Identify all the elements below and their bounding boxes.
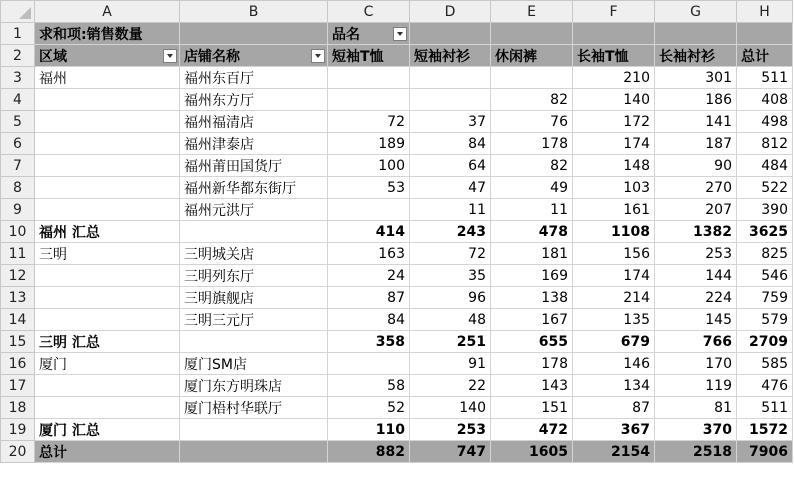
value-cell[interactable]: 1572 — [737, 419, 793, 441]
value-cell[interactable]: 2518 — [655, 441, 737, 463]
value-cell[interactable]: 103 — [573, 177, 655, 199]
subtotal-row — [1, 221, 793, 243]
region-cell[interactable] — [35, 177, 180, 199]
value-cell[interactable]: 143 — [491, 375, 573, 397]
store-cell[interactable] — [180, 221, 328, 243]
row-header[interactable]: 3 — [1, 67, 35, 89]
region-filter-dropdown-icon[interactable] — [163, 49, 177, 63]
value-cell[interactable]: 91 — [410, 353, 491, 375]
subtotal-row — [1, 419, 793, 441]
value-cell[interactable]: 52 — [328, 397, 410, 419]
store-cell[interactable]: 厦门东方明珠店 — [180, 375, 328, 397]
column-header-g[interactable]: G — [655, 1, 737, 23]
row-field-store-cell[interactable] — [180, 45, 328, 67]
select-all-corner[interactable] — [1, 1, 35, 23]
value-cell[interactable]: 144 — [655, 265, 737, 287]
row-header[interactable]: 6 — [1, 133, 35, 155]
value-cell[interactable]: 174 — [573, 265, 655, 287]
value-cell[interactable]: 22 — [410, 375, 491, 397]
row-header[interactable]: 19 — [1, 419, 35, 441]
value-cell[interactable]: 178 — [491, 353, 573, 375]
region-cell[interactable] — [35, 89, 180, 111]
product-header-cell[interactable]: 长袖衬衫 — [655, 45, 737, 67]
column-header-a[interactable]: A — [35, 1, 180, 23]
row-header[interactable]: 7 — [1, 155, 35, 177]
value-cell[interactable]: 84 — [410, 133, 491, 155]
value-cell[interactable]: 134 — [573, 375, 655, 397]
region-cell[interactable] — [35, 309, 180, 331]
region-cell[interactable] — [35, 375, 180, 397]
empty-cell[interactable] — [491, 23, 573, 45]
value-cell[interactable]: 546 — [737, 265, 793, 287]
value-cell[interactable]: 53 — [328, 177, 410, 199]
store-cell[interactable]: 福州元洪厅 — [180, 199, 328, 221]
table-row — [1, 177, 793, 199]
value-cell[interactable]: 151 — [491, 397, 573, 419]
value-cell[interactable]: 812 — [737, 133, 793, 155]
value-cell[interactable]: 58 — [328, 375, 410, 397]
region-cell[interactable]: 三明 汇总 — [35, 331, 180, 353]
value-cell[interactable]: 210 — [573, 67, 655, 89]
store-cell[interactable]: 三明旗舰店 — [180, 287, 328, 309]
value-cell[interactable]: 747 — [410, 441, 491, 463]
value-cell[interactable]: 478 — [491, 221, 573, 243]
store-cell[interactable]: 福州福清店 — [180, 111, 328, 133]
grand-total-header-cell[interactable]: 总计 — [737, 45, 793, 67]
row-header[interactable]: 14 — [1, 309, 35, 331]
table-row — [1, 397, 793, 419]
row-header[interactable]: 8 — [1, 177, 35, 199]
value-cell[interactable]: 172 — [573, 111, 655, 133]
value-cell[interactable]: 72 — [328, 111, 410, 133]
region-cell[interactable] — [35, 397, 180, 419]
value-cell[interactable]: 2709 — [737, 331, 793, 353]
region-cell[interactable]: 总计 — [35, 441, 180, 463]
value-cell[interactable]: 11 — [491, 199, 573, 221]
row-header[interactable]: 15 — [1, 331, 35, 353]
value-cell[interactable]: 207 — [655, 199, 737, 221]
store-cell[interactable]: 福州津泰店 — [180, 133, 328, 155]
value-cell[interactable]: 140 — [573, 89, 655, 111]
value-cell[interactable]: 679 — [573, 331, 655, 353]
value-cell[interactable]: 140 — [410, 397, 491, 419]
empty-cell[interactable] — [655, 23, 737, 45]
value-cell[interactable]: 476 — [737, 375, 793, 397]
row-field-region-cell[interactable] — [35, 45, 180, 67]
row-header[interactable]: 10 — [1, 221, 35, 243]
row-header[interactable]: 9 — [1, 199, 35, 221]
store-cell[interactable]: 三明城关店 — [180, 243, 328, 265]
store-cell[interactable]: 福州东百厅 — [180, 67, 328, 89]
table-row — [1, 375, 793, 397]
value-cell[interactable]: 82 — [491, 89, 573, 111]
column-header-f[interactable]: F — [573, 1, 655, 23]
value-cell[interactable]: 37 — [410, 111, 491, 133]
region-cell[interactable]: 厦门 汇总 — [35, 419, 180, 441]
row-header[interactable]: 4 — [1, 89, 35, 111]
value-cell[interactable] — [328, 199, 410, 221]
value-cell[interactable]: 579 — [737, 309, 793, 331]
store-cell[interactable]: 福州东方厅 — [180, 89, 328, 111]
pivot-title-cell[interactable]: 求和项:销售数量 — [35, 23, 180, 45]
value-cell[interactable]: 156 — [573, 243, 655, 265]
product-header-cell[interactable]: 短袖T恤 — [328, 45, 410, 67]
value-cell[interactable]: 141 — [655, 111, 737, 133]
row-header[interactable]: 12 — [1, 265, 35, 287]
value-cell[interactable]: 167 — [491, 309, 573, 331]
store-cell[interactable] — [180, 331, 328, 353]
value-cell[interactable]: 414 — [328, 221, 410, 243]
value-cell[interactable]: 84 — [328, 309, 410, 331]
row-header[interactable]: 13 — [1, 287, 35, 309]
value-cell[interactable]: 174 — [573, 133, 655, 155]
value-cell[interactable]: 81 — [655, 397, 737, 419]
column-field-cell[interactable] — [328, 23, 410, 45]
value-cell[interactable]: 148 — [573, 155, 655, 177]
store-cell[interactable]: 三明三元厅 — [180, 309, 328, 331]
table-row — [1, 155, 793, 177]
value-cell[interactable]: 251 — [410, 331, 491, 353]
value-cell[interactable]: 358 — [328, 331, 410, 353]
value-cell[interactable] — [328, 67, 410, 89]
region-cell[interactable] — [35, 265, 180, 287]
table-row — [1, 89, 793, 111]
empty-cell[interactable] — [410, 23, 491, 45]
product-header-cell[interactable]: 休闲裤 — [491, 45, 573, 67]
value-cell[interactable]: 253 — [410, 419, 491, 441]
value-cell[interactable]: 214 — [573, 287, 655, 309]
value-cell[interactable]: 484 — [737, 155, 793, 177]
value-cell[interactable]: 390 — [737, 199, 793, 221]
column-header-d[interactable]: D — [410, 1, 491, 23]
row-header[interactable]: 1 — [1, 23, 35, 45]
row-header[interactable]: 5 — [1, 111, 35, 133]
value-cell[interactable]: 825 — [737, 243, 793, 265]
store-cell[interactable]: 福州新华都东街厅 — [180, 177, 328, 199]
value-cell[interactable]: 1382 — [655, 221, 737, 243]
value-cell[interactable]: 1108 — [573, 221, 655, 243]
table-row — [1, 353, 793, 375]
table-row — [1, 67, 793, 89]
table-row — [1, 133, 793, 155]
value-cell[interactable]: 301 — [655, 67, 737, 89]
table-row — [1, 309, 793, 331]
value-cell[interactable]: 187 — [655, 133, 737, 155]
region-cell[interactable] — [35, 111, 180, 133]
region-cell[interactable]: 福州 汇总 — [35, 221, 180, 243]
value-cell[interactable]: 49 — [491, 177, 573, 199]
column-header-b[interactable]: B — [180, 1, 328, 23]
row-header[interactable]: 17 — [1, 375, 35, 397]
value-cell[interactable] — [410, 67, 491, 89]
value-cell[interactable]: 76 — [491, 111, 573, 133]
value-cell[interactable]: 170 — [655, 353, 737, 375]
value-cell[interactable]: 11 — [410, 199, 491, 221]
value-cell[interactable]: 186 — [655, 89, 737, 111]
row-header[interactable]: 18 — [1, 397, 35, 419]
row-header[interactable]: 2 — [1, 45, 35, 67]
value-cell[interactable]: 64 — [410, 155, 491, 177]
value-cell[interactable]: 253 — [655, 243, 737, 265]
value-cell[interactable]: 243 — [410, 221, 491, 243]
subtotal-row — [1, 331, 793, 353]
value-cell[interactable]: 161 — [573, 199, 655, 221]
value-cell[interactable]: 169 — [491, 265, 573, 287]
value-cell[interactable]: 138 — [491, 287, 573, 309]
table-row — [1, 287, 793, 309]
value-cell[interactable]: 766 — [655, 331, 737, 353]
column-header-c[interactable]: C — [328, 1, 410, 23]
value-cell[interactable]: 2154 — [573, 441, 655, 463]
value-cell[interactable]: 72 — [410, 243, 491, 265]
table-row — [1, 243, 793, 265]
value-cell[interactable]: 145 — [655, 309, 737, 331]
empty-cell[interactable] — [573, 23, 655, 45]
region-cell[interactable] — [35, 287, 180, 309]
pivot-title-row — [1, 23, 793, 45]
value-cell[interactable]: 146 — [573, 353, 655, 375]
value-cell[interactable]: 224 — [655, 287, 737, 309]
value-cell[interactable]: 498 — [737, 111, 793, 133]
product-header-cell[interactable]: 长袖T恤 — [573, 45, 655, 67]
store-cell[interactable]: 厦门梧村华联厅 — [180, 397, 328, 419]
column-header-e[interactable]: E — [491, 1, 573, 23]
value-cell[interactable]: 163 — [328, 243, 410, 265]
store-cell[interactable]: 三明列东厅 — [180, 265, 328, 287]
region-cell[interactable]: 三明 — [35, 243, 180, 265]
value-cell[interactable]: 585 — [737, 353, 793, 375]
value-cell[interactable]: 882 — [328, 441, 410, 463]
row-header[interactable]: 20 — [1, 441, 35, 463]
value-cell[interactable]: 100 — [328, 155, 410, 177]
value-cell[interactable]: 7906 — [737, 441, 793, 463]
value-cell[interactable]: 24 — [328, 265, 410, 287]
table-row — [1, 265, 793, 287]
empty-cell[interactable] — [180, 23, 328, 45]
store-cell[interactable] — [180, 441, 328, 463]
product-header-cell[interactable]: 短袖衬衫 — [410, 45, 491, 67]
value-cell[interactable]: 96 — [410, 287, 491, 309]
value-cell[interactable]: 522 — [737, 177, 793, 199]
value-cell[interactable]: 48 — [410, 309, 491, 331]
value-cell[interactable]: 511 — [737, 397, 793, 419]
pivot-header-row — [1, 45, 793, 67]
value-cell[interactable]: 82 — [491, 155, 573, 177]
grand-total-row — [1, 441, 793, 463]
column-field-filter-dropdown-icon[interactable] — [393, 27, 407, 41]
value-cell[interactable]: 655 — [491, 331, 573, 353]
value-cell[interactable] — [328, 89, 410, 111]
value-cell[interactable]: 181 — [491, 243, 573, 265]
value-cell[interactable]: 1605 — [491, 441, 573, 463]
row-header[interactable]: 11 — [1, 243, 35, 265]
value-cell[interactable]: 87 — [573, 397, 655, 419]
store-cell[interactable]: 厦门SM店 — [180, 353, 328, 375]
store-cell[interactable] — [180, 419, 328, 441]
value-cell[interactable]: 35 — [410, 265, 491, 287]
column-field-label: 品名 — [332, 26, 360, 43]
row-field-region-label: 区域 — [39, 48, 67, 65]
value-cell[interactable]: 370 — [655, 419, 737, 441]
value-cell[interactable]: 189 — [328, 133, 410, 155]
value-cell[interactable] — [410, 89, 491, 111]
region-cell[interactable]: 厦门 — [35, 353, 180, 375]
column-header-row — [1, 1, 793, 23]
value-cell[interactable]: 759 — [737, 287, 793, 309]
value-cell[interactable]: 270 — [655, 177, 737, 199]
row-field-store-label: 店铺名称 — [184, 48, 240, 65]
region-cell[interactable] — [35, 199, 180, 221]
value-cell[interactable]: 472 — [491, 419, 573, 441]
empty-cell[interactable] — [737, 23, 793, 45]
region-cell[interactable] — [35, 155, 180, 177]
value-cell[interactable]: 110 — [328, 419, 410, 441]
value-cell[interactable]: 178 — [491, 133, 573, 155]
value-cell[interactable]: 119 — [655, 375, 737, 397]
value-cell[interactable]: 87 — [328, 287, 410, 309]
value-cell[interactable] — [328, 353, 410, 375]
region-cell[interactable] — [35, 133, 180, 155]
value-cell[interactable] — [491, 67, 573, 89]
column-header-h[interactable]: H — [737, 1, 793, 23]
value-cell[interactable]: 408 — [737, 89, 793, 111]
store-cell[interactable]: 福州莆田国货厅 — [180, 155, 328, 177]
value-cell[interactable]: 511 — [737, 67, 793, 89]
value-cell[interactable]: 47 — [410, 177, 491, 199]
value-cell[interactable]: 90 — [655, 155, 737, 177]
value-cell[interactable]: 3625 — [737, 221, 793, 243]
table-row — [1, 111, 793, 133]
region-cell[interactable]: 福州 — [35, 67, 180, 89]
value-cell[interactable]: 367 — [573, 419, 655, 441]
table-row — [1, 199, 793, 221]
row-header[interactable]: 16 — [1, 353, 35, 375]
store-filter-dropdown-icon[interactable] — [311, 49, 325, 63]
value-cell[interactable]: 135 — [573, 309, 655, 331]
